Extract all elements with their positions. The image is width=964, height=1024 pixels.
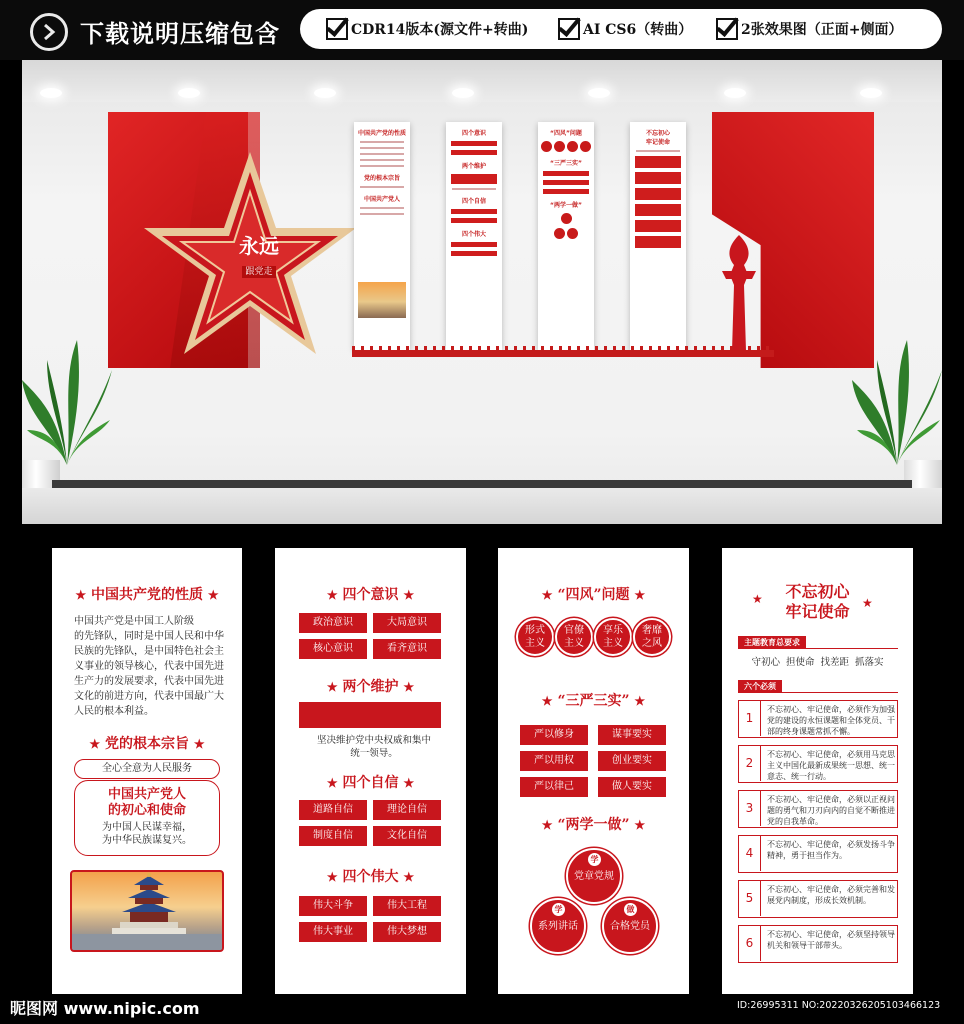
principle-row [738, 925, 898, 963]
download-header-bar [0, 0, 964, 60]
mini-title: “四风”问题 [550, 130, 582, 137]
tag-item: 伟大梦想 [373, 922, 441, 942]
mini-text-line [360, 159, 404, 161]
board1-title1-text: 中国共产党的性质 [91, 587, 203, 603]
mini-panel-4 [630, 122, 686, 350]
mini-panel-1 [354, 122, 410, 350]
ceiling-light [860, 88, 882, 98]
mini-title: 四个自信 [461, 198, 486, 205]
file-item-preview [716, 9, 902, 49]
board1-title2-text: 党的根本宗旨 [105, 736, 189, 752]
mini-title: “三严三实” [550, 160, 582, 167]
file-item-label: AI CS6（转曲） [583, 22, 693, 38]
star-icon: ★ [403, 776, 415, 790]
principle-text: 不忘初心、牢记使命，必须用马克思主义中国化最新成果统一思想、统一意志、统一行动。 [767, 750, 895, 781]
mini-row [635, 172, 681, 184]
ceiling [22, 60, 942, 102]
star-icon: ★ [862, 596, 873, 610]
star-icon: ★ [634, 588, 646, 602]
mini-circle-row [538, 141, 594, 152]
tag-item: 严以律己 [520, 777, 588, 797]
arrow-right-icon [30, 13, 68, 51]
study-circle: 合格党员 [602, 898, 658, 954]
mini-title: 四个伟大 [461, 231, 486, 238]
study-mark: 做 [624, 903, 637, 916]
plant-left [22, 320, 112, 470]
star-icon: ★ [75, 588, 87, 602]
mini-row [635, 156, 681, 168]
board4-title-a: 不忘初心 [785, 582, 850, 601]
file-item-ai [558, 9, 692, 49]
tag-item: 制度自信 [299, 826, 367, 846]
red-shelf [352, 350, 774, 357]
principle-row [738, 880, 898, 918]
mini-text-line [360, 147, 404, 149]
wall-render-photo [22, 60, 942, 524]
mini-tag [543, 171, 589, 176]
study-circle: 系列讲话 [530, 898, 586, 954]
board1-para1: 中国共产党是中国工人阶级 的先锋队，同时是中国人民和中华 民族的先锋队，是中国特色社会主 义事业的领导核心，代表中国先进 生产力的发展要求，代表中国先进 文化的前进方向，代表中国最广大 人民的根本利益。 [74, 616, 224, 717]
study-mark: 学 [588, 853, 601, 866]
board3-title3-text: “两学一做” [557, 817, 630, 833]
mini-tag [451, 218, 497, 223]
principle-text: 不忘初心、牢记使命，必须作为加强党的建设的永恒课题和全体党员、干部的终身课题常抓不懈。 [767, 705, 895, 736]
tag-item: 谋事要实 [598, 725, 666, 745]
principle-number: 6 [739, 926, 761, 961]
mini-tag [543, 180, 589, 185]
board4-title-b: 牢记使命 [785, 602, 850, 621]
principle-text: 不忘初心、牢记使命，必须发扬斗争精神，勇于担当作为。 [767, 840, 895, 860]
principle-row [738, 790, 898, 828]
ceiling-light [40, 88, 62, 98]
board1-title2 [52, 733, 242, 753]
mini-circle-row [538, 213, 594, 224]
temple-of-heaven-image [70, 870, 224, 952]
principle-text: 不忘初心、牢记使命，必须坚持领导机关和领导干部带头。 [767, 930, 895, 950]
mini-text-line [360, 165, 404, 167]
principle-row [738, 700, 898, 738]
section-label: 主题教育总要求 [738, 636, 806, 649]
board1-para3: 为中国人民谋幸福， 为中华民族谋复兴。 [102, 822, 192, 846]
mini-panel-3 [538, 122, 594, 350]
board2-title1-text: 四个意识 [342, 587, 399, 603]
star-icon: ★ [752, 592, 763, 606]
tag-item: 理论自信 [373, 800, 441, 820]
tag-item: 文化自信 [373, 826, 441, 846]
checkbox-icon [326, 18, 348, 40]
board3-title2-text: “三严三实” [557, 693, 630, 709]
board2-title3 [275, 772, 466, 792]
tag-item: 政治意识 [299, 613, 367, 633]
file-item-label: CDR14版本(源文件+转曲) [351, 22, 529, 38]
floor [22, 488, 942, 524]
checkbox-icon [716, 18, 738, 40]
principle-row [738, 835, 898, 873]
mini-tag [451, 242, 497, 247]
mini-text-line [360, 141, 404, 143]
star-icon: ★ [403, 588, 415, 602]
mini-title: 牢记使命 [645, 139, 670, 146]
mini-circle-row [538, 228, 594, 239]
board4-requirements: 守初心 担使命 找差距 抓落实 [751, 657, 884, 668]
mini-text-line [636, 150, 680, 152]
divider [738, 648, 898, 649]
red-block [299, 702, 441, 728]
star-icon: ★ [403, 680, 415, 694]
board3-title1-text: “四风”问题 [557, 587, 630, 603]
principle-text: 不忘初心、牢记使命，必须完善和发展党内制度，形成长效机制。 [767, 885, 895, 905]
tag-item: 大局意识 [373, 613, 441, 633]
principle-text: 不忘初心、牢记使命，必须以正视问题的勇气和刀刃向内的自觉不断推进党的自我革命。 [767, 795, 895, 826]
ceiling-light [178, 88, 200, 98]
mini-title: 党的根本宗旨 [363, 175, 400, 182]
tag-item: 道路自信 [299, 800, 367, 820]
principle-row [738, 745, 898, 783]
board1-title3b: 的初心和使命 [107, 803, 186, 818]
wind-circle: 享乐 主义 [594, 618, 632, 656]
principle-number: 1 [739, 701, 761, 736]
wind-circle: 奢靡 之风 [633, 618, 671, 656]
board2-title4-text: 四个伟大 [342, 869, 399, 885]
board1-purpose-pill: 全心全意为人民服务 [74, 759, 220, 779]
mini-temple-image [358, 282, 406, 318]
star-slogan [214, 230, 304, 278]
board3-title2 [498, 690, 689, 710]
mini-row [635, 204, 681, 216]
board3-title1 [498, 584, 689, 604]
divider [738, 692, 898, 693]
mini-tag [543, 189, 589, 194]
board2-title4 [275, 866, 466, 886]
board2-title2-text: 两个维护 [342, 679, 399, 695]
star-icon: ★ [403, 870, 415, 884]
mini-row [635, 236, 681, 248]
board1-title1 [52, 584, 242, 604]
mini-title: 两个维护 [461, 163, 486, 170]
section-label: 六个必须 [738, 680, 782, 693]
tag-item: 核心意识 [299, 639, 367, 659]
watermark-id: ID:26995311 NO:20220326205103466123 [737, 1000, 941, 1011]
star-icon: ★ [634, 694, 646, 708]
principle-number: 5 [739, 881, 761, 916]
board-party-nature [52, 548, 242, 1000]
board1-title3a: 中国共产党人 [107, 787, 186, 802]
star-slogan-main: 永远 [239, 234, 279, 258]
star-icon: ★ [326, 588, 338, 602]
checkbox-icon [558, 18, 580, 40]
mini-text-line [452, 188, 496, 190]
mini-panel-2 [446, 122, 502, 350]
mini-tag [451, 174, 497, 184]
star-icon: ★ [326, 870, 338, 884]
board2-title2 [275, 676, 466, 696]
mini-tag [451, 209, 497, 214]
board3-title3 [498, 814, 689, 834]
mini-title: 中国共产党的性质 [357, 130, 406, 137]
mini-row [635, 188, 681, 200]
plant-right [852, 320, 942, 470]
mini-tag [451, 141, 497, 146]
file-item-label: 2张效果图（正面+侧面） [741, 22, 903, 38]
star-icon: ★ [326, 776, 338, 790]
board2-title1 [275, 584, 466, 604]
study-circle: 党章党规 [566, 848, 622, 904]
mini-text-line [360, 207, 404, 209]
ceiling-light [724, 88, 746, 98]
tag-item: 看齐意识 [373, 639, 441, 659]
mini-title: “两学一做” [550, 202, 582, 209]
mini-tag [451, 150, 497, 155]
star-icon: ★ [634, 818, 646, 832]
watermark-site: 昵图网 www.nipic.com [10, 999, 200, 1018]
header-title: 下载说明压缩包含 [80, 20, 280, 48]
file-item-cdr [326, 9, 528, 49]
star-icon: ★ [541, 694, 553, 708]
star-slogan-sub: 跟党走 [242, 266, 275, 278]
star-icon: ★ [541, 818, 553, 832]
mini-title: 四个意识 [461, 130, 486, 137]
board-four-winds [498, 548, 689, 1000]
file-info-pill [300, 9, 942, 49]
ceiling-light [452, 88, 474, 98]
star-icon: ★ [541, 588, 553, 602]
star-icon: ★ [207, 588, 219, 602]
red-shelf-teeth [352, 346, 774, 351]
mini-title: 不忘初心 [645, 130, 670, 137]
board2-para2: 坚决维护党中央权威和集中 统一领导。 [316, 735, 431, 759]
board1-mission-box [74, 780, 220, 856]
star-icon: ★ [193, 737, 205, 751]
mini-text-line [360, 153, 404, 155]
board-four-consciousness [275, 548, 466, 1000]
tag-item: 创业要实 [598, 751, 666, 771]
mini-text-line [360, 186, 404, 188]
ceiling-light [588, 88, 610, 98]
tag-item: 做人要实 [598, 777, 666, 797]
star-icon: ★ [89, 737, 101, 751]
study-mark: 学 [552, 903, 565, 916]
tag-item: 伟大工程 [373, 896, 441, 916]
principle-number: 4 [739, 836, 761, 871]
mini-row [635, 220, 681, 232]
torch-icon [714, 235, 764, 351]
star-icon: ★ [326, 680, 338, 694]
mini-tag [451, 251, 497, 256]
tag-item: 严以用权 [520, 751, 588, 771]
board2-title3-text: 四个自信 [342, 775, 399, 791]
tag-item: 严以修身 [520, 725, 588, 745]
principle-number: 2 [739, 746, 761, 781]
mini-text-line [360, 213, 404, 215]
wind-circle: 官僚 主义 [555, 618, 593, 656]
mini-title: 中国共产党人 [363, 196, 400, 203]
principle-number: 3 [739, 791, 761, 826]
tag-item: 伟大斗争 [299, 896, 367, 916]
board-original-aspiration [722, 548, 913, 1000]
tag-item: 伟大事业 [299, 922, 367, 942]
ceiling-light [314, 88, 336, 98]
wind-circle: 形式 主义 [516, 618, 554, 656]
